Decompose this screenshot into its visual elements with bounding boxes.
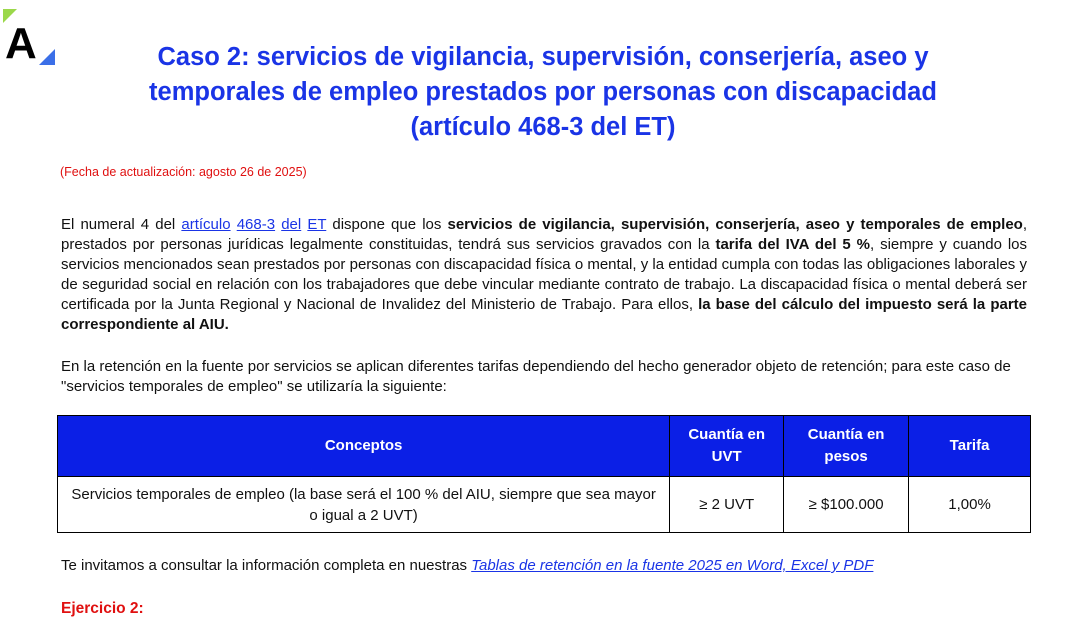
header-uvt: Cuantía en UVT	[670, 416, 784, 477]
invite-text: Te invitamos a consultar la información completa en nuestras	[61, 557, 472, 574]
logo-letter: A	[5, 19, 37, 67]
p1-text-4: , siempre y cuando los servicios mencionados sean prestados por personas con discapacidad física o mental, y la entidad cumpla con todas las obligaciones laborales y de seguridad social en relación con los trabajadores que debe vincular mediante contrato de trabajo. La discapacidad física o mental deberá ser certificada por la Junta Regional y Nacional de Invalidez del Ministerio de Trabajo. Para ellos,	[61, 236, 1027, 313]
cell-uvt: ≥ 2 UVT	[670, 477, 784, 533]
table-row	[58, 477, 1031, 533]
title-line-3: (artículo 468-3 del ET)	[410, 113, 676, 141]
p1-bold-services: servicios de vigilancia, supervisión, conserjería, aseo y temporales de empleo	[447, 216, 1023, 233]
p1-text-3: , prestados por personas jurídicas legalmente constituidas, tendrá sus servicios gravados con la	[61, 216, 1027, 253]
tables-link[interactable]: Tablas de retención en la fuente 2025 en Word, Excel y PDF	[471, 557, 874, 574]
header-concepts: Conceptos	[58, 416, 670, 477]
title-line-1: Caso 2: servicios de vigilancia, supervisión, conserjería, aseo y	[157, 43, 929, 71]
page-title	[100, 40, 986, 145]
retention-table	[57, 415, 1031, 533]
title-line-2: temporales de empleo prestados por personas con discapacidad	[149, 78, 937, 106]
logo-graphic	[3, 9, 57, 67]
header-rate: Tarifa	[909, 416, 1031, 477]
p1-bold-rate: tarifa del IVA del 5 %	[715, 236, 870, 253]
update-date: (Fecha de actualización: agosto 26 de 2025)	[60, 165, 307, 179]
exercise-heading: Ejercicio 2:	[61, 600, 144, 617]
cell-rate: 1,00%	[909, 477, 1031, 533]
article-paragraph-1	[61, 215, 1027, 335]
logo-blue-triangle	[39, 49, 55, 65]
invite-line	[61, 557, 873, 574]
cell-pesos: ≥ $100.000	[784, 477, 909, 533]
cell-concept: Servicios temporales de empleo (la base será el 100 % del AIU, siempre que sea mayor o igual a 2 UVT)	[58, 477, 670, 533]
link-del[interactable]: del	[281, 216, 302, 233]
site-logo[interactable]	[3, 9, 57, 67]
table-header-row	[58, 416, 1031, 477]
p1-text-1: El numeral 4 del	[61, 216, 182, 233]
link-articulo[interactable]: artículo	[181, 216, 231, 233]
p1-bold-base: la base del cálculo del impuesto será la parte correspondiente al AIU.	[61, 296, 1028, 333]
link-468-3[interactable]: 468-3	[236, 216, 276, 233]
header-pesos: Cuantía en pesos	[784, 416, 909, 477]
link-et[interactable]: ET	[307, 216, 327, 233]
article-paragraph-2: En la retención en la fuente por servicios se aplican diferentes tarifas dependiendo del hecho generador objeto de retención; para este caso de "servicios temporales de empleo" se utilizaría la siguiente:	[61, 358, 1011, 395]
p1-text-2: dispone que los	[326, 216, 448, 233]
